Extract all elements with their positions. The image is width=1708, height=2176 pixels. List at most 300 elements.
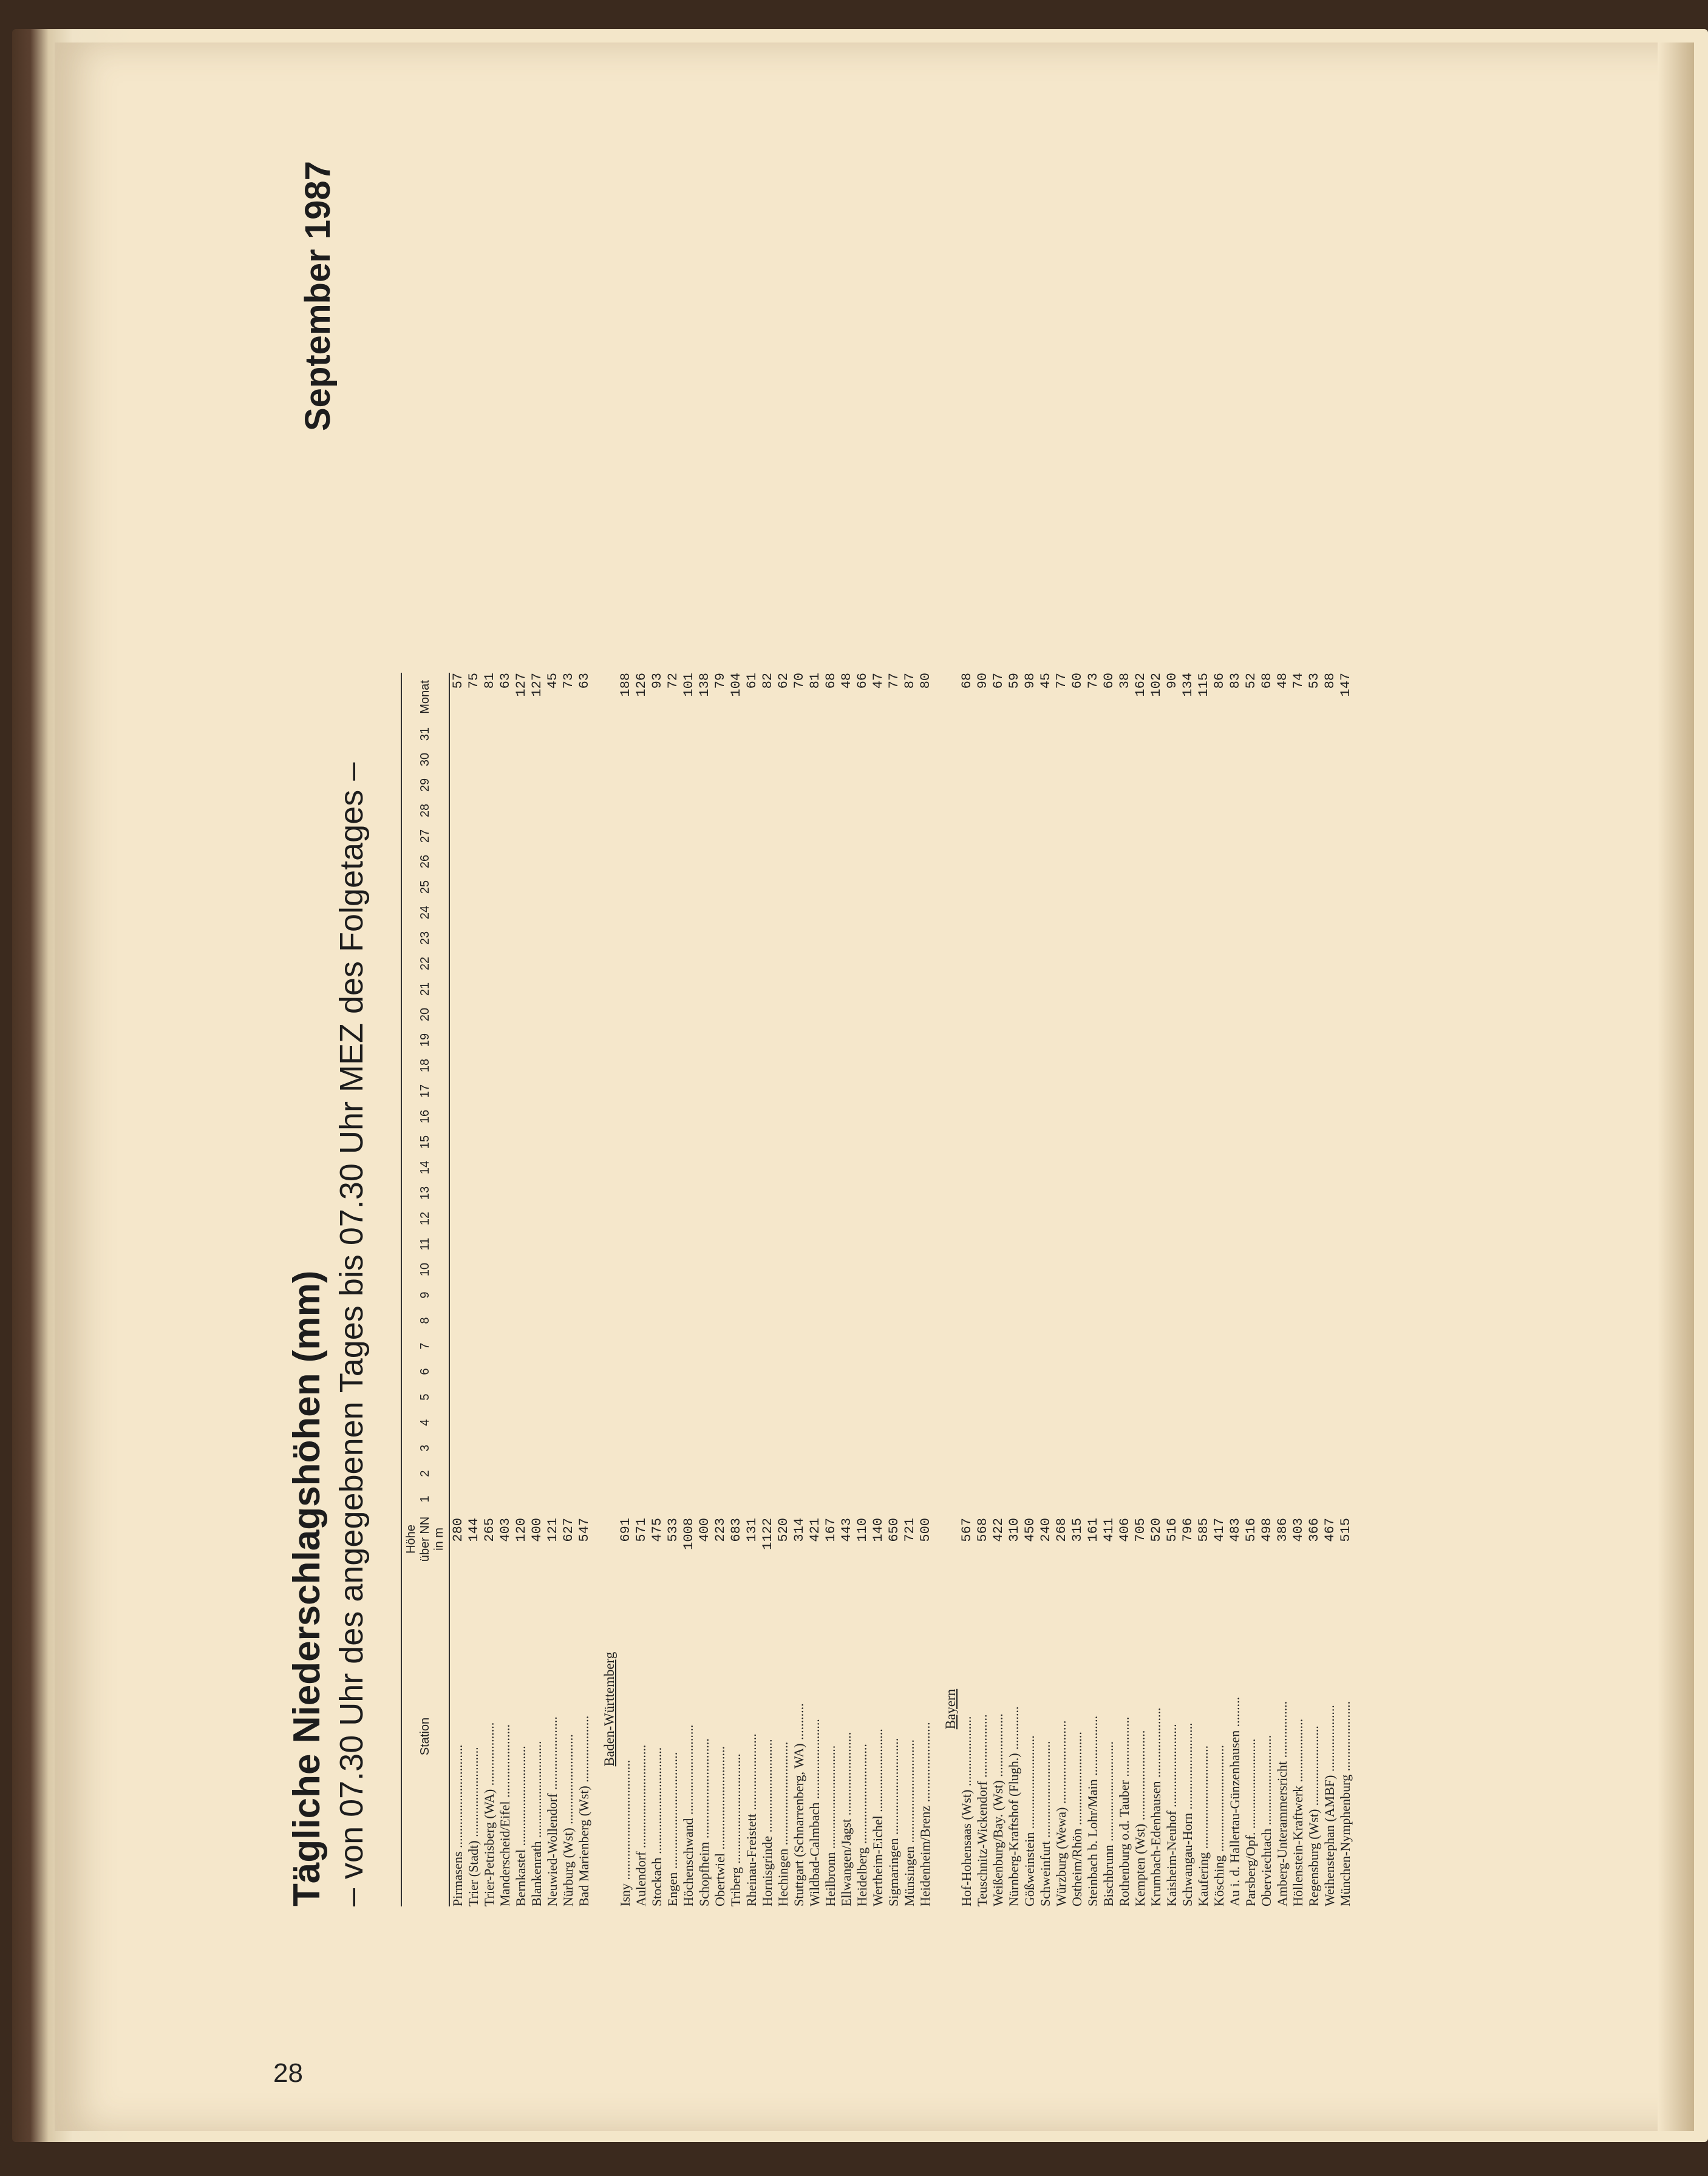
- day-value: [1243, 747, 1259, 772]
- day-value: [665, 900, 681, 925]
- day-value: [1148, 1053, 1164, 1078]
- day-value: [466, 1155, 481, 1180]
- day-value: [854, 874, 870, 900]
- day-value: [618, 1257, 633, 1282]
- day-value: [1290, 976, 1306, 1002]
- day-value: [681, 1053, 696, 1078]
- month-total: 81: [807, 673, 823, 689]
- day-value: [497, 747, 513, 772]
- day-value: [823, 1155, 839, 1180]
- day-value: [1148, 721, 1164, 747]
- day-value: [1117, 1206, 1132, 1231]
- day-value: [529, 823, 545, 849]
- day-value: [1243, 1282, 1259, 1308]
- day-value: [481, 1206, 497, 1231]
- day-value: [449, 900, 466, 925]
- day-value: [1164, 1206, 1180, 1231]
- day-value: [854, 1384, 870, 1410]
- day-value: [990, 925, 1006, 951]
- day-value: [1290, 1053, 1306, 1078]
- day-value: [1164, 874, 1180, 900]
- month-total: 73: [560, 673, 576, 689]
- day-value: [1338, 874, 1353, 900]
- day-value: [1180, 1180, 1196, 1206]
- day-value: [1274, 798, 1290, 823]
- group-header: [592, 673, 618, 1906]
- rotated-content: [285, 85, 1670, 1906]
- day-value: [975, 1078, 990, 1104]
- day-value: [975, 1104, 990, 1129]
- day-value: [1274, 874, 1290, 900]
- day-value: [560, 1486, 576, 1512]
- day-value: [466, 1486, 481, 1512]
- day-value: [545, 925, 560, 951]
- day-value: [1211, 1461, 1227, 1486]
- day-value: [513, 1053, 529, 1078]
- day-value: [545, 1027, 560, 1053]
- station-height: 585: [1196, 1518, 1211, 1542]
- day-value: [1006, 1104, 1022, 1129]
- day-value: [1164, 823, 1180, 849]
- day-value: [649, 1129, 665, 1155]
- day-value: [696, 1231, 712, 1257]
- day-value: [649, 1435, 665, 1461]
- day-value: [917, 874, 933, 900]
- day-value: [618, 1231, 633, 1257]
- day-value: [823, 1206, 839, 1231]
- day-value: [870, 951, 886, 976]
- day-value: [1053, 1461, 1069, 1486]
- day-value: [760, 874, 775, 900]
- day-value: [696, 900, 712, 925]
- day-value: [1338, 1282, 1353, 1308]
- day-value: [1085, 1231, 1101, 1257]
- day-value: [1101, 823, 1117, 849]
- day-value: [1006, 1435, 1022, 1461]
- day-value: [1164, 772, 1180, 798]
- day-value: [1006, 772, 1022, 798]
- day-value: [1053, 849, 1069, 874]
- day-value: [1227, 925, 1243, 951]
- day-value: [1338, 772, 1353, 798]
- day-value: [1243, 849, 1259, 874]
- day-value: [1338, 1002, 1353, 1027]
- day-value: [545, 1410, 560, 1435]
- day-value: [1148, 1180, 1164, 1206]
- day-value: [545, 976, 560, 1002]
- table-row: [728, 673, 744, 1906]
- day-value: [854, 1257, 870, 1282]
- day-value: [1322, 900, 1338, 925]
- day-value: [1243, 1461, 1259, 1486]
- day-value: [1274, 747, 1290, 772]
- station-name: Wildbad-Calmbach ........................: [807, 1719, 822, 1906]
- day-value: [529, 747, 545, 772]
- day-value: [449, 925, 466, 951]
- day-value: [959, 925, 975, 951]
- day-value: [839, 951, 854, 976]
- day-value: [1132, 1078, 1148, 1104]
- day-value: [1101, 1231, 1117, 1257]
- day-value: [545, 1078, 560, 1104]
- day-value: [481, 747, 497, 772]
- day-value: [1117, 1384, 1132, 1410]
- day-value: [1290, 798, 1306, 823]
- day-value: [886, 1410, 902, 1435]
- day-value: [917, 849, 933, 874]
- day-value: [775, 874, 791, 900]
- day-value: [1259, 1155, 1274, 1180]
- day-value: [1211, 1129, 1227, 1155]
- day-value: [545, 1282, 560, 1308]
- day-value: [839, 1002, 854, 1027]
- day-value: [823, 874, 839, 900]
- day-value: [1259, 951, 1274, 976]
- day-value: [1117, 798, 1132, 823]
- day-value: [823, 823, 839, 849]
- day-value: [576, 1410, 592, 1435]
- day-value: [839, 1435, 854, 1461]
- day-value: [990, 1078, 1006, 1104]
- day-header: 19: [401, 1027, 449, 1053]
- day-value: [1069, 1078, 1085, 1104]
- day-value: [791, 1257, 807, 1282]
- day-value: [902, 1002, 917, 1027]
- day-value: [728, 874, 744, 900]
- month-total: 90: [1164, 673, 1180, 689]
- day-value: [807, 1435, 823, 1461]
- day-value: [1259, 1104, 1274, 1129]
- day-value: [633, 823, 649, 849]
- day-value: [744, 1078, 760, 1104]
- day-value: [886, 1129, 902, 1155]
- day-value: [760, 747, 775, 772]
- table-row: [870, 673, 886, 1906]
- day-value: [1211, 900, 1227, 925]
- day-value: [576, 1002, 592, 1027]
- day-value: [497, 900, 513, 925]
- day-value: [839, 1206, 854, 1231]
- day-value: [1053, 1435, 1069, 1461]
- day-value: [1164, 1231, 1180, 1257]
- table-row: [1243, 673, 1259, 1906]
- day-value: [1259, 772, 1274, 798]
- day-value: [823, 1257, 839, 1282]
- day-value: [902, 772, 917, 798]
- day-value: [1022, 1104, 1038, 1129]
- day-value: [807, 1053, 823, 1078]
- station-name: Trier-Petrisberg (WA) ...................: [481, 1722, 497, 1906]
- day-value: [959, 798, 975, 823]
- day-value: [1274, 1231, 1290, 1257]
- station-height: 167: [823, 1518, 839, 1542]
- day-value: [1022, 849, 1038, 874]
- day-value: [466, 976, 481, 1002]
- day-value: [1117, 1359, 1132, 1384]
- day-value: [633, 1308, 649, 1333]
- day-value: [886, 1155, 902, 1180]
- day-value: [633, 1155, 649, 1180]
- day-value: [696, 798, 712, 823]
- day-value: [870, 1461, 886, 1486]
- day-value: [990, 1027, 1006, 1053]
- day-value: [466, 849, 481, 874]
- day-value: [744, 1027, 760, 1053]
- day-value: [466, 1206, 481, 1231]
- day-value: [854, 747, 870, 772]
- day-value: [633, 1435, 649, 1461]
- day-value: [1006, 1027, 1022, 1053]
- day-value: [560, 1333, 576, 1359]
- day-value: [917, 1180, 933, 1206]
- station-height: 421: [807, 1518, 823, 1542]
- day-value: [775, 925, 791, 951]
- day-value: [902, 1257, 917, 1282]
- day-value: [1196, 1231, 1211, 1257]
- day-value: [449, 747, 466, 772]
- day-value: [529, 874, 545, 900]
- day-value: [1306, 1257, 1322, 1282]
- day-value: [854, 1053, 870, 1078]
- day-value: [728, 1486, 744, 1512]
- day-value: [975, 1384, 990, 1410]
- month-total: 86: [1211, 673, 1227, 689]
- day-value: [513, 1410, 529, 1435]
- table-row: [1338, 673, 1353, 1906]
- month-total: 45: [1038, 673, 1053, 689]
- station-height: 120: [513, 1518, 529, 1542]
- day-value: [1306, 1282, 1322, 1308]
- day-value: [545, 1206, 560, 1231]
- day-value: [1243, 1359, 1259, 1384]
- day-value: [633, 721, 649, 747]
- day-value: [728, 772, 744, 798]
- day-value: [1132, 1231, 1148, 1257]
- day-value: [775, 1155, 791, 1180]
- day-value: [990, 1206, 1006, 1231]
- day-value: [560, 1002, 576, 1027]
- day-value: [1196, 721, 1211, 747]
- day-value: [1274, 1180, 1290, 1206]
- day-value: [1022, 1486, 1038, 1512]
- day-value: [665, 721, 681, 747]
- day-value: [1117, 1435, 1132, 1461]
- day-value: [665, 1384, 681, 1410]
- day-value: [1038, 1486, 1053, 1512]
- day-value: [449, 1435, 466, 1461]
- table-row: [1022, 673, 1038, 1906]
- day-value: [1022, 925, 1038, 951]
- day-value: [1306, 1129, 1322, 1155]
- day-value: [1164, 747, 1180, 772]
- day-value: [1117, 1129, 1132, 1155]
- day-value: [1259, 1231, 1274, 1257]
- day-value: [560, 849, 576, 874]
- station-name: Höllenstein-Kraftwerk ...................: [1290, 1718, 1305, 1906]
- day-value: [1069, 1206, 1085, 1231]
- day-value: [1306, 874, 1322, 900]
- day-value: [1243, 1104, 1259, 1129]
- day-value: [513, 1129, 529, 1155]
- station-header: Station: [401, 1566, 449, 1906]
- day-value: [1180, 1461, 1196, 1486]
- day-value: [917, 1282, 933, 1308]
- day-value: [529, 925, 545, 951]
- day-value: [665, 823, 681, 849]
- day-value: [681, 925, 696, 951]
- day-value: [886, 1180, 902, 1206]
- day-value: [545, 1486, 560, 1512]
- day-value: [712, 1155, 728, 1180]
- day-value: [1243, 1180, 1259, 1206]
- day-value: [497, 1129, 513, 1155]
- day-value: [975, 1435, 990, 1461]
- day-value: [775, 951, 791, 976]
- day-value: [839, 976, 854, 1002]
- day-value: [1006, 798, 1022, 823]
- station-height: 520: [1148, 1518, 1164, 1542]
- day-value: [728, 1359, 744, 1384]
- day-value: [744, 900, 760, 925]
- day-value: [545, 747, 560, 772]
- day-value: [560, 1359, 576, 1384]
- station-name: Kaufering ...............................: [1196, 1745, 1211, 1906]
- day-value: [1227, 976, 1243, 1002]
- day-value: [823, 1435, 839, 1461]
- day-value: [1338, 1155, 1353, 1180]
- day-value: [466, 1461, 481, 1486]
- day-value: [576, 874, 592, 900]
- day-value: [775, 1308, 791, 1333]
- day-value: [665, 1333, 681, 1359]
- day-value: [728, 721, 744, 747]
- day-value: [712, 1129, 728, 1155]
- day-value: [728, 1231, 744, 1257]
- month-total: 73: [1085, 673, 1101, 689]
- day-value: [466, 1129, 481, 1155]
- day-value: [545, 951, 560, 976]
- day-value: [902, 1104, 917, 1129]
- day-value: [560, 1206, 576, 1231]
- day-value: [1196, 1206, 1211, 1231]
- station-name: Stockach ................................: [649, 1747, 664, 1906]
- day-value: [1322, 1027, 1338, 1053]
- day-value: [1211, 1155, 1227, 1180]
- day-value: [1069, 1435, 1085, 1461]
- day-value: [633, 1129, 649, 1155]
- day-value: [513, 900, 529, 925]
- day-value: [560, 1155, 576, 1180]
- day-value: [665, 1410, 681, 1435]
- day-value: [1148, 1027, 1164, 1053]
- day-value: [649, 798, 665, 823]
- table-row: [696, 673, 712, 1906]
- day-value: [1053, 1027, 1069, 1053]
- station-name: Bischbrunn ..............................: [1101, 1741, 1116, 1906]
- day-value: [665, 874, 681, 900]
- day-value: [823, 1486, 839, 1512]
- day-header: 31: [401, 721, 449, 747]
- day-value: [839, 721, 854, 747]
- day-value: [760, 1257, 775, 1282]
- day-value: [1290, 849, 1306, 874]
- day-value: [1322, 1206, 1338, 1231]
- day-value: [1117, 1231, 1132, 1257]
- page-number: 28: [273, 2058, 303, 2088]
- day-value: [1211, 1078, 1227, 1104]
- day-value: [466, 1410, 481, 1435]
- day-value: [870, 1333, 886, 1359]
- day-value: [696, 1410, 712, 1435]
- day-value: [1243, 1257, 1259, 1282]
- station-height: 314: [791, 1518, 807, 1542]
- day-value: [823, 1410, 839, 1435]
- day-value: [791, 1155, 807, 1180]
- day-value: [1338, 1180, 1353, 1206]
- day-value: [649, 1155, 665, 1180]
- day-value: [1274, 1129, 1290, 1155]
- day-value: [1306, 772, 1322, 798]
- day-value: [1322, 1435, 1338, 1461]
- station-name: Triberg .................................: [728, 1753, 743, 1906]
- day-value: [760, 1053, 775, 1078]
- day-value: [1322, 951, 1338, 976]
- day-header: 30: [401, 747, 449, 772]
- day-value: [1148, 1333, 1164, 1359]
- day-value: [1006, 1180, 1022, 1206]
- day-value: [1101, 1104, 1117, 1129]
- day-header: 7: [401, 1333, 449, 1359]
- station-name: Sigmaringen .............................: [886, 1738, 901, 1906]
- day-value: [744, 1333, 760, 1359]
- day-value: [497, 823, 513, 849]
- day-value: [481, 900, 497, 925]
- month-total: 127: [529, 673, 545, 697]
- day-value: [1038, 1206, 1053, 1231]
- day-value: [529, 1410, 545, 1435]
- day-value: [481, 1155, 497, 1180]
- day-value: [1117, 772, 1132, 798]
- day-value: [649, 1359, 665, 1384]
- table-row: [545, 673, 560, 1906]
- day-value: [760, 1308, 775, 1333]
- day-value: [744, 1384, 760, 1410]
- station-name: Engen ...................................: [665, 1752, 680, 1906]
- day-value: [990, 1384, 1006, 1410]
- day-value: [854, 1155, 870, 1180]
- day-value: [1290, 1486, 1306, 1512]
- day-value: [681, 900, 696, 925]
- day-value: [1196, 1078, 1211, 1104]
- day-value: [1227, 798, 1243, 823]
- day-value: [990, 874, 1006, 900]
- day-value: [1117, 1104, 1132, 1129]
- day-value: [917, 1231, 933, 1257]
- day-value: [975, 1486, 990, 1512]
- day-value: [1259, 798, 1274, 823]
- day-value: [1022, 1180, 1038, 1206]
- day-value: [513, 823, 529, 849]
- day-value: [618, 1155, 633, 1180]
- day-value: [1196, 900, 1211, 925]
- day-value: [807, 1155, 823, 1180]
- day-value: [990, 849, 1006, 874]
- day-value: [497, 1155, 513, 1180]
- day-value: [744, 1359, 760, 1384]
- day-value: [560, 1257, 576, 1282]
- day-value: [886, 1257, 902, 1282]
- day-value: [990, 900, 1006, 925]
